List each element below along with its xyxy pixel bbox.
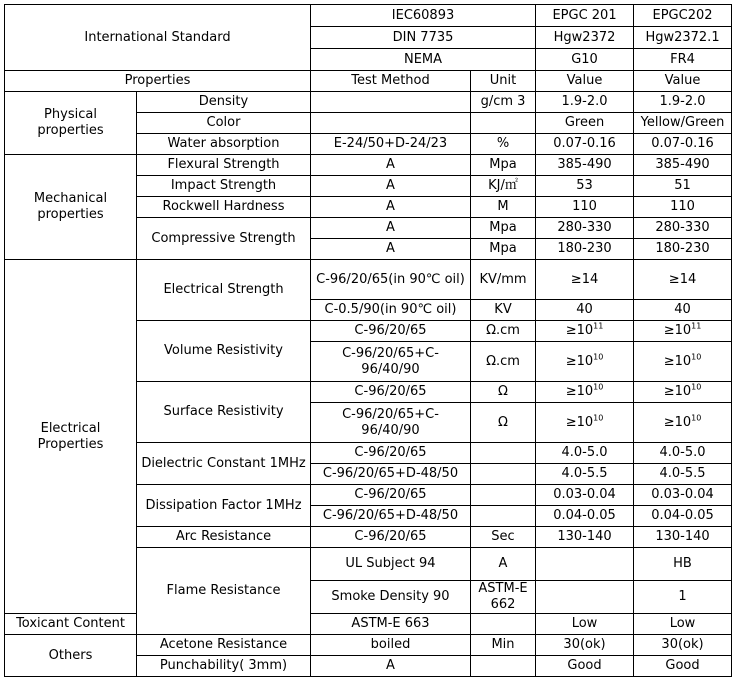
value-2: 4.0-5.5 <box>634 464 732 485</box>
value-base: ≥10 <box>565 353 594 369</box>
unit: M <box>471 197 536 218</box>
value-base: ≥10 <box>565 384 594 399</box>
test-method: C-96/20/65 <box>311 321 471 342</box>
unit <box>471 506 536 527</box>
unit: % <box>471 134 536 155</box>
table-row <box>5 260 732 300</box>
unit <box>471 464 536 485</box>
value-2: 0.04-0.05 <box>634 506 732 527</box>
product-1-code: Hgw2372 <box>536 27 634 49</box>
international-standard-label: International Standard <box>5 5 311 71</box>
property-name: Dielectric Constant 1MHz <box>137 443 311 485</box>
unit: KV/mm <box>471 260 536 300</box>
value-1 <box>536 403 634 443</box>
property-name: Compressive Strength <box>137 218 311 260</box>
test-method: A <box>311 218 471 239</box>
value-1: Low <box>536 614 634 635</box>
value-1: 40 <box>536 300 634 321</box>
value-exponent: 10 <box>593 413 604 423</box>
value-1: 53 <box>536 176 634 197</box>
value-exponent: 10 <box>691 413 702 423</box>
category-mechanical: Mechanical properties <box>5 155 137 260</box>
standard-iec: IEC60893 <box>311 5 536 27</box>
value-1: 1.9-2.0 <box>536 92 634 113</box>
unit: g/cm 3 <box>471 92 536 113</box>
unit: Min <box>471 635 536 656</box>
material-spec-table <box>4 4 732 677</box>
property-name: Electrical Strength <box>137 260 311 321</box>
test-method <box>311 92 471 113</box>
property-name: UL Subject 94 <box>311 548 471 581</box>
category-flame: Flame Resistance <box>137 548 311 635</box>
value-2 <box>634 321 732 342</box>
unit <box>536 581 634 614</box>
value-2: 30(ok) <box>634 635 732 656</box>
value-2: 280-330 <box>634 218 732 239</box>
col-properties: Properties <box>5 71 311 92</box>
test-method: C-96/20/65+C-96/40/90 <box>311 403 471 443</box>
test-method: E-24/50+D-24/23 <box>311 134 471 155</box>
product-1-name: EPGC 201 <box>536 5 634 27</box>
value-base: ≥10 <box>663 384 692 399</box>
value-2: 130-140 <box>634 527 732 548</box>
test-method: C-96/20/65+C-96/40/90 <box>311 342 471 382</box>
value-2: Low <box>634 614 732 635</box>
value-base: ≥10 <box>565 414 594 430</box>
value-2: 40 <box>634 300 732 321</box>
value-exponent: 10 <box>593 352 604 362</box>
value-1 <box>536 342 634 382</box>
value-base: ≥10 <box>663 323 692 338</box>
property-name: Surface Resistivity <box>137 382 311 443</box>
property-name: Dissipation Factor 1MHz <box>137 485 311 527</box>
value-exponent: 10 <box>691 352 702 362</box>
value-2: 51 <box>634 176 732 197</box>
value-1 <box>536 382 634 403</box>
value-2: Good <box>634 656 732 677</box>
value-2: 385-490 <box>634 155 732 176</box>
value-2: 180-230 <box>634 239 732 260</box>
test-method: C-96/20/65 <box>311 527 471 548</box>
unit <box>471 443 536 464</box>
value-1: 0.04-0.05 <box>536 506 634 527</box>
property-name: Acetone Resistance <box>137 635 311 656</box>
test-method: C-96/20/65 <box>311 485 471 506</box>
col-test-method: Test Method <box>311 71 471 92</box>
value-2: ≥14 <box>634 260 732 300</box>
value-2 <box>634 382 732 403</box>
category-others: Others <box>5 635 137 677</box>
unit <box>471 656 536 677</box>
category-physical: Physical properties <box>5 92 137 155</box>
test-method: A <box>311 155 471 176</box>
test-method <box>311 113 471 134</box>
unit: Ω.cm <box>471 342 536 382</box>
unit: Ω <box>471 403 536 443</box>
table-row <box>5 155 732 176</box>
category-electrical: Electrical Properties <box>5 260 137 614</box>
value-1 <box>536 321 634 342</box>
property-name: Color <box>137 113 311 134</box>
test-method: C-96/20/65+D-48/50 <box>311 464 471 485</box>
value-1: 0.07-0.16 <box>536 134 634 155</box>
product-2-code: Hgw2372.1 <box>634 27 732 49</box>
value-exponent: 10 <box>691 382 702 392</box>
col-unit: Unit <box>471 71 536 92</box>
value-1: 0.03-0.04 <box>536 485 634 506</box>
header-row <box>5 5 732 27</box>
value-2 <box>634 342 732 382</box>
table-row <box>5 92 732 113</box>
property-name: Volume Resistivity <box>137 321 311 382</box>
value-2: 0.07-0.16 <box>634 134 732 155</box>
test-method: C-96/20/65+D-48/50 <box>311 506 471 527</box>
test-method: A <box>311 176 471 197</box>
property-name: Toxicant Content <box>5 614 137 635</box>
value-1: 4.0-5.0 <box>536 443 634 464</box>
property-name: Density <box>137 92 311 113</box>
test-method: A <box>311 197 471 218</box>
unit <box>471 113 536 134</box>
unit: Mpa <box>471 239 536 260</box>
value-exponent: 11 <box>691 321 702 331</box>
column-header-row <box>5 71 732 92</box>
unit: KV <box>471 300 536 321</box>
unit: KJ/㎡ <box>471 176 536 197</box>
test-method: C-0.5/90(in 90℃ oil) <box>311 300 471 321</box>
value-1: 130-140 <box>536 527 634 548</box>
test-method: C-96/20/65 <box>311 382 471 403</box>
value-2: Yellow/Green <box>634 113 732 134</box>
test-method: ASTM-E 663 <box>311 614 471 635</box>
value-2: 0.03-0.04 <box>634 485 732 506</box>
value-1: Good <box>536 656 634 677</box>
test-method: ASTM-E 662 <box>471 581 536 614</box>
table-row <box>5 614 732 635</box>
unit: Ω <box>471 382 536 403</box>
unit <box>471 485 536 506</box>
value-2 <box>634 403 732 443</box>
value-1: 110 <box>536 197 634 218</box>
unit: Mpa <box>471 218 536 239</box>
value-exponent: 10 <box>593 382 604 392</box>
value-1: 1 <box>634 581 732 614</box>
unit <box>536 548 634 581</box>
value-1: 180-230 <box>536 239 634 260</box>
col-value-2: Value <box>634 71 732 92</box>
value-base: ≥10 <box>663 353 692 369</box>
value-2: 110 <box>634 197 732 218</box>
property-name: Flexural Strength <box>137 155 311 176</box>
test-method: A <box>471 548 536 581</box>
value-1: HB <box>634 548 732 581</box>
unit: Sec <box>471 527 536 548</box>
property-name: Smoke Density 90 <box>311 581 471 614</box>
property-name: Impact Strength <box>137 176 311 197</box>
test-method: A <box>311 656 471 677</box>
property-name: Punchability( 3mm) <box>137 656 311 677</box>
product-2-name: EPGC202 <box>634 5 732 27</box>
property-name: Arc Resistance <box>137 527 311 548</box>
test-method: boiled <box>311 635 471 656</box>
unit: Ω.cm <box>471 321 536 342</box>
table-row <box>5 635 732 656</box>
value-1: 4.0-5.5 <box>536 464 634 485</box>
product-1-grade: G10 <box>536 49 634 71</box>
value-base: ≥10 <box>663 414 692 430</box>
value-2: 1.9-2.0 <box>634 92 732 113</box>
property-name: Water absorption <box>137 134 311 155</box>
unit <box>471 614 536 635</box>
test-method: C-96/20/65 <box>311 443 471 464</box>
value-1: 280-330 <box>536 218 634 239</box>
product-2-grade: FR4 <box>634 49 732 71</box>
standard-din: DIN 7735 <box>311 27 536 49</box>
value-1: 385-490 <box>536 155 634 176</box>
value-1: Green <box>536 113 634 134</box>
test-method: A <box>311 239 471 260</box>
value-2: 4.0-5.0 <box>634 443 732 464</box>
test-method: C-96/20/65(in 90℃ oil) <box>311 260 471 300</box>
value-1: ≥14 <box>536 260 634 300</box>
property-name: Rockwell Hardness <box>137 197 311 218</box>
unit: Mpa <box>471 155 536 176</box>
value-1: 30(ok) <box>536 635 634 656</box>
col-value-1: Value <box>536 71 634 92</box>
value-exponent: 11 <box>593 321 604 331</box>
standard-nema: NEMA <box>311 49 536 71</box>
value-base: ≥10 <box>565 323 594 338</box>
